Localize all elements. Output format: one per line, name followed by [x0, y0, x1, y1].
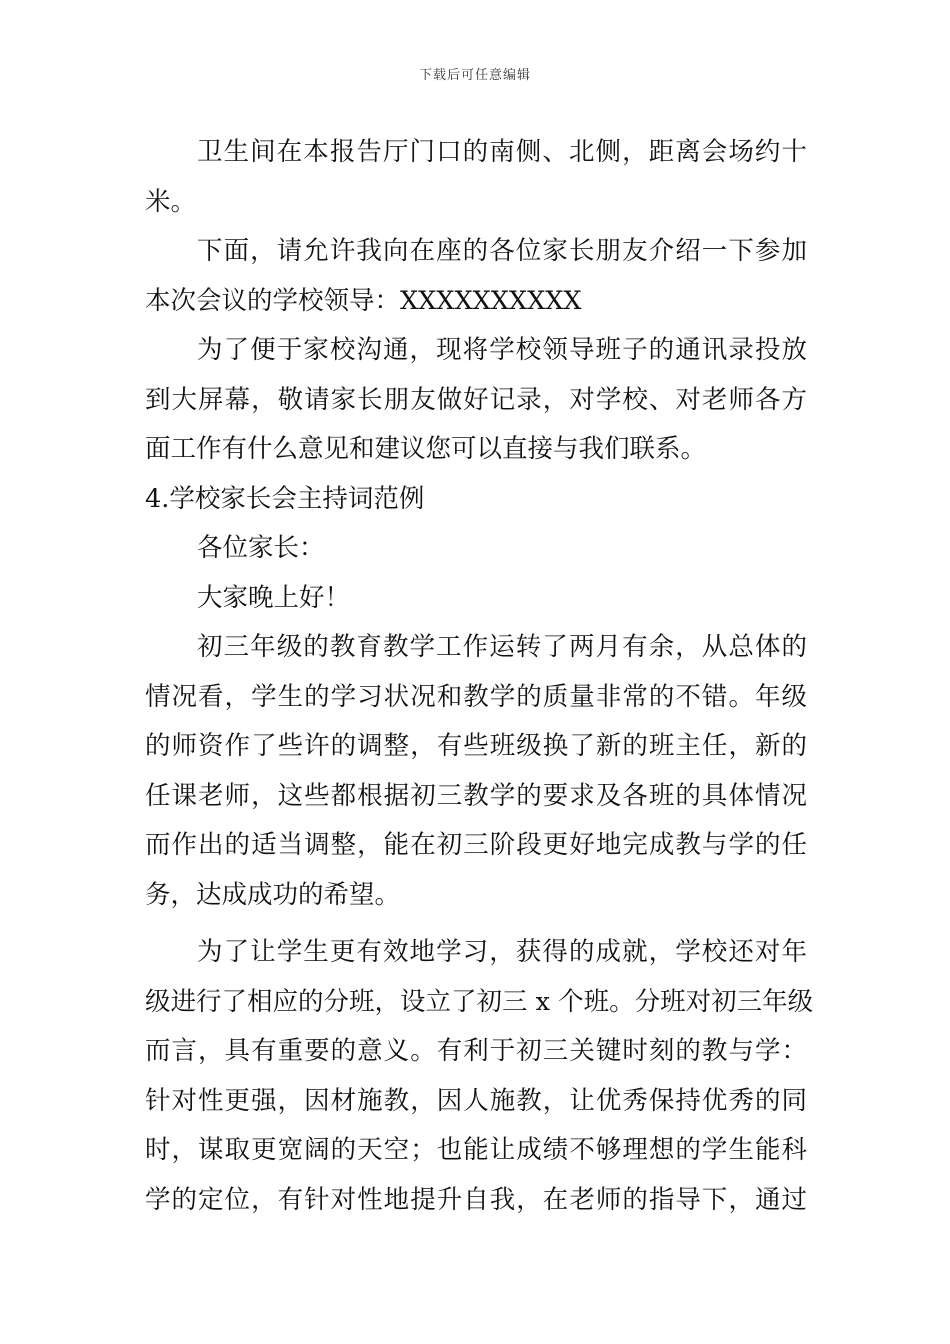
salutation: 各位家长：: [197, 533, 325, 563]
section-heading: 4.学校家长会主持词范例: [145, 483, 425, 514]
paragraph-line: 任课老师，这些都根据初三教学的要求及各班的具体情况: [145, 780, 807, 811]
paragraph-line: 学的定位，有针对性地提升自我，在老师的指导下，通过: [145, 1184, 807, 1215]
paragraph-line: 米。: [145, 186, 197, 217]
paragraph-line: 卫生间在本报告厅门口的南侧、北侧，距离会场约十: [197, 137, 807, 167]
paragraph-line: 而言，具有重要的意义。有利于初三关键时刻的教与学：: [145, 1036, 807, 1066]
paragraph-line: 情况看，学生的学习状况和教学的质量非常的不错。年级: [145, 681, 807, 712]
paragraph-line: 务，达成成功的希望。: [145, 879, 401, 910]
paragraph-line: 而作出的适当调整，能在初三阶段更好地完成教与学的任: [145, 830, 807, 860]
page-header: 下载后可任意编辑: [418, 68, 531, 83]
paragraph-line: 为了让学生更有效地学习，获得的成就，学校还对年: [197, 937, 807, 967]
paragraph-line: 的师资作了些许的调整，有些班级换了新的班主任，新的: [145, 731, 807, 761]
paragraph-gap: [145, 920, 807, 928]
paragraph-line: 初三年级的教育教学工作运转了两月有余，从总体的: [197, 632, 807, 662]
paragraph-line: 下面，请允许我向在座的各位家长朋友介绍一下参加: [197, 236, 807, 266]
paragraph-line: 针对性更强，因材施教，因人施教，让优秀保持优秀的同: [145, 1085, 807, 1116]
document-body: [145, 128, 814, 1225]
greeting: 大家晚上好！: [197, 582, 351, 613]
paragraph-line: 时，谋取更宽阔的天空；也能让成绩不够理想的学生能科: [145, 1135, 807, 1165]
paragraph-line: 为了便于家校沟通，现将学校领导班子的通讯录投放: [197, 335, 807, 365]
paragraph-line: 级进行了相应的分班，设立了初三 x 个班。分班对初三年级: [145, 986, 814, 1017]
paragraph-line: 本次会议的学校领导：XXXXXXXXXX: [145, 285, 582, 316]
paragraph-line: 到大屏幕，敬请家长朋友做好记录，对学校、对老师各方: [145, 384, 807, 415]
paragraph-line: 面工作有什么意见和建议您可以直接与我们联系。: [145, 434, 707, 464]
